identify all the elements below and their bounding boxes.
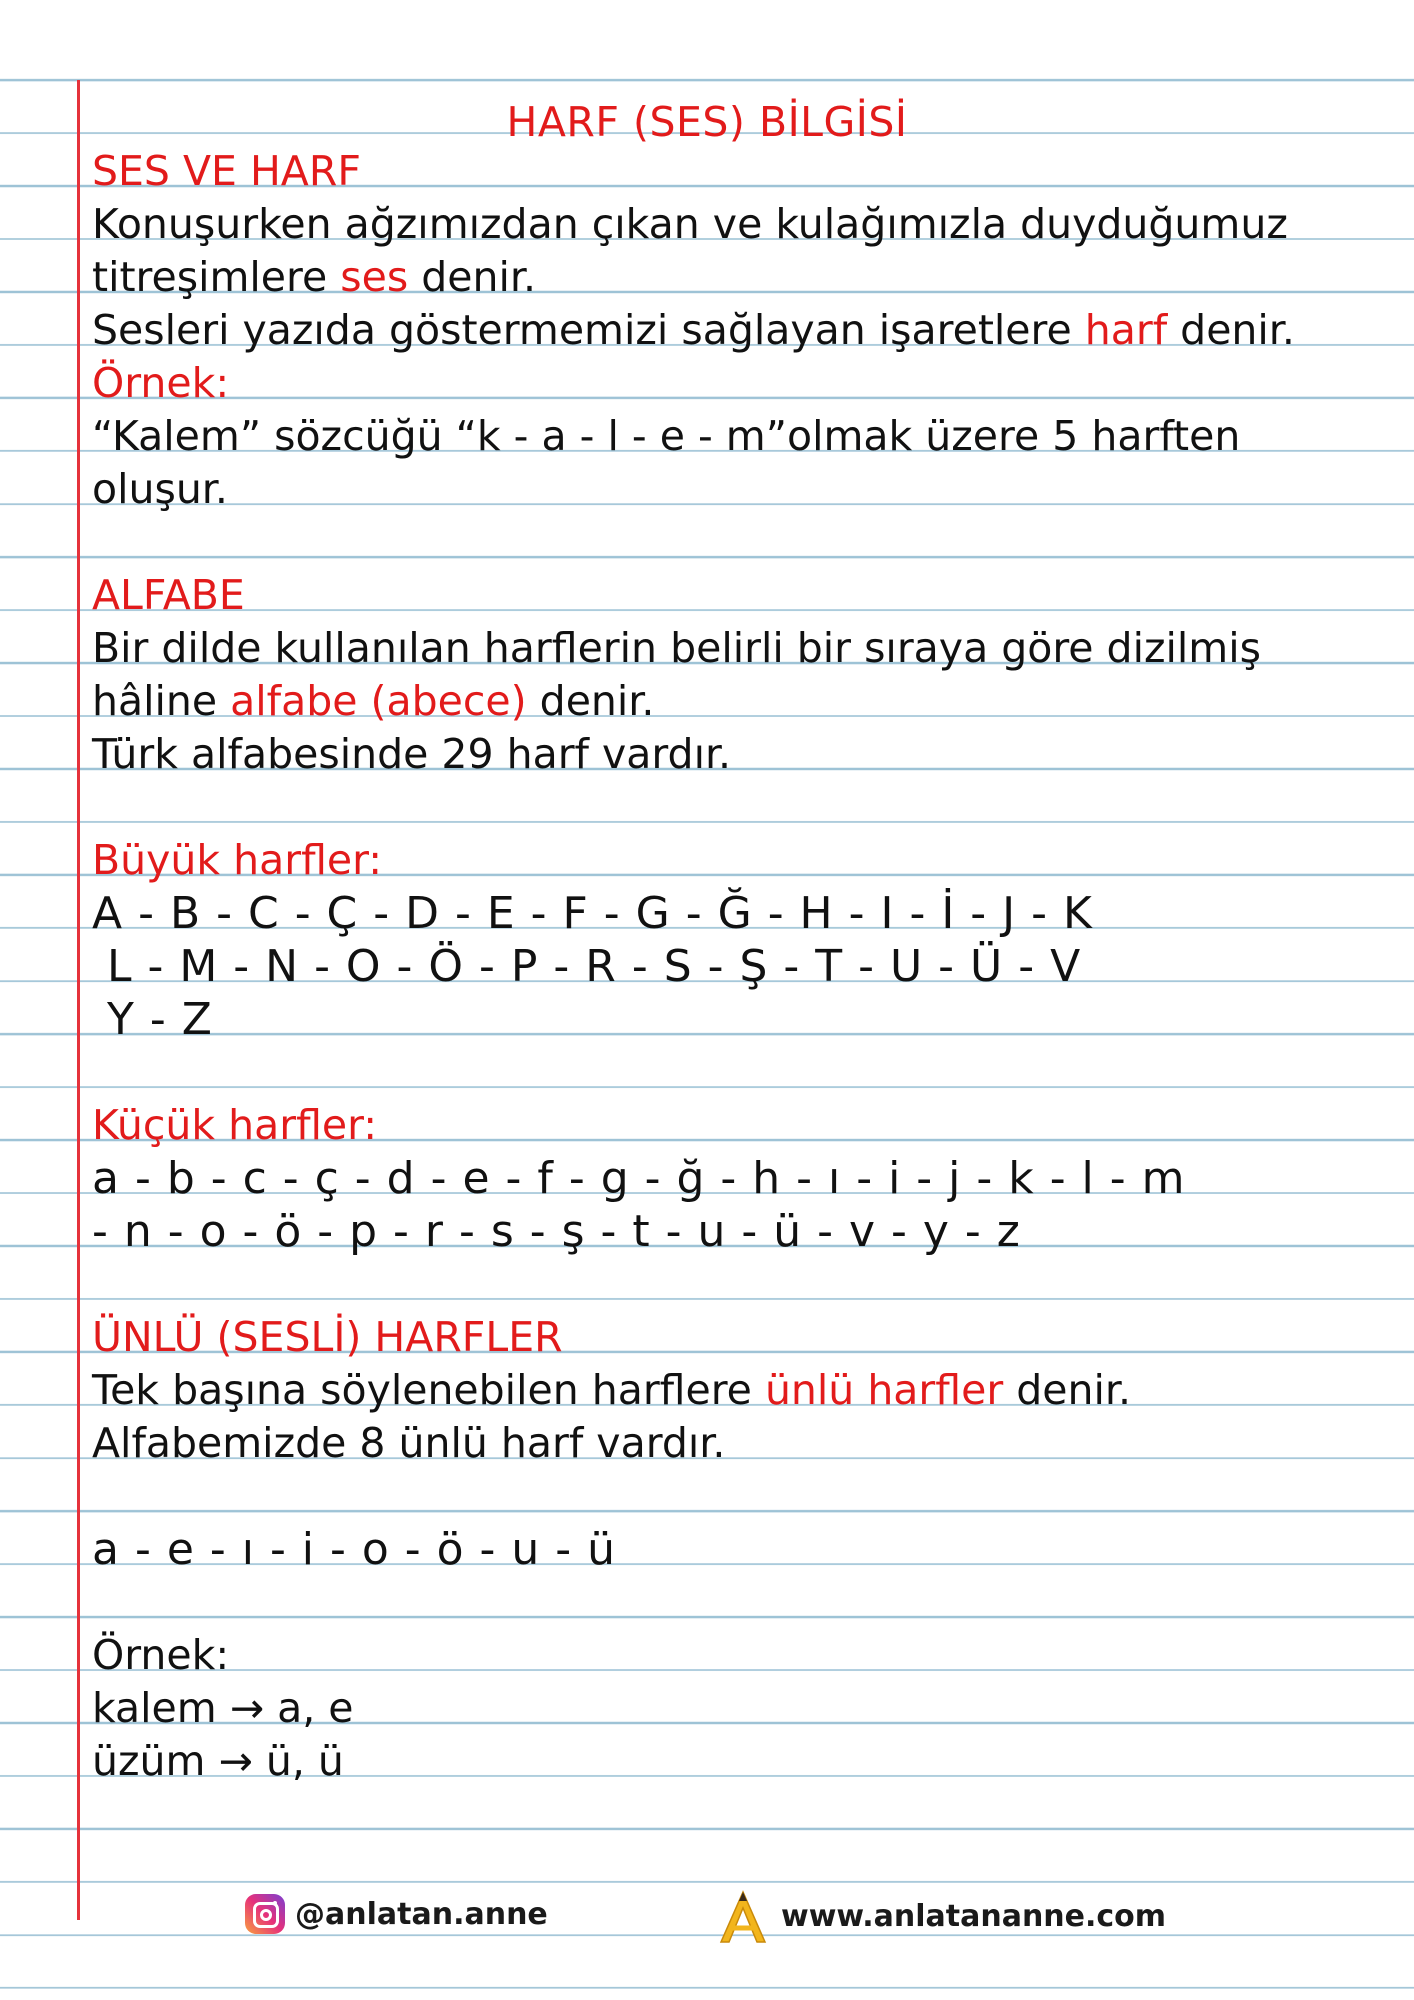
text: Sesleri yazıda göstermemizi sağlayan işaretlere — [92, 306, 1085, 354]
text: hâline — [92, 677, 231, 725]
example-line: kalem → a, e — [92, 1684, 354, 1732]
text: denir. — [1003, 1366, 1131, 1414]
lowercase-letters-row: a - b - c - ç - d - e - f - g - ğ - h - ı - i - j - k - l - m — [92, 1153, 1186, 1204]
website-link[interactable] — [715, 1888, 1166, 1944]
text: denir. — [408, 253, 536, 301]
example-line: “Kalem” sözcüğü “k - a - l - e - m”olmak üzere 5 harften — [92, 412, 1241, 460]
highlight-term: harf — [1084, 306, 1168, 354]
paragraph-line — [92, 1364, 1382, 1417]
highlight-term: ünlü harfler — [764, 1366, 1004, 1414]
website-url: www.anlatananne.com — [781, 1898, 1167, 1934]
section-heading-buyuk-harfler: Büyük harfler: — [92, 836, 383, 884]
section-heading-kucuk-harfler: Küçük harfler: — [92, 1101, 378, 1149]
uppercase-letters-row: Y - Z — [92, 994, 213, 1045]
footer — [0, 1888, 1414, 1948]
text: Tek başına söylenebilen harflere — [92, 1366, 765, 1414]
pencil-a-logo-icon — [715, 1888, 771, 1944]
section-heading-ses-ve-harf: SES VE HARF — [92, 147, 361, 195]
paragraph-line: Türk alfabesinde 29 harf vardır. — [92, 730, 732, 778]
instagram-link[interactable] — [245, 1894, 548, 1934]
instagram-handle: @anlatan.anne — [295, 1896, 548, 1932]
instagram-icon — [245, 1894, 285, 1934]
example-label: Örnek: — [92, 1631, 230, 1679]
paragraph-line: Konuşurken ağzımızdan çıkan ve kulağımızla duyduğumuz — [92, 200, 1288, 248]
highlight-term: ses — [340, 253, 409, 301]
lowercase-letters-row: - n - o - ö - p - r - s - ş - t - u - ü - v - y - z — [92, 1206, 1021, 1257]
section-heading-alfabe: ALFABE — [92, 571, 245, 619]
vowels-row: a - e - ı - i - o - ö - u - ü — [92, 1524, 617, 1575]
notebook-margin-line — [77, 80, 80, 1920]
section-heading-unlu-harfler: ÜNLÜ (SESLİ) HARFLER — [92, 1313, 563, 1361]
example-line: oluşur. — [92, 465, 228, 513]
example-label: Örnek: — [92, 359, 230, 407]
text: denir. — [526, 677, 655, 725]
uppercase-letters-row: A - B - C - Ç - D - E - F - G - Ğ - H - I - İ - J - K — [92, 888, 1093, 939]
uppercase-letters-row: L - M - N - O - Ö - P - R - S - Ş - T - U - Ü - V — [92, 941, 1082, 992]
paragraph-line — [92, 675, 1382, 728]
paragraph-line: Bir dilde kullanılan harflerin belirli bir sıraya göre dizilmiş — [92, 624, 1261, 672]
paragraph-line — [92, 251, 1382, 304]
text: denir. — [1167, 306, 1295, 354]
highlight-term: alfabe (abece) — [230, 677, 527, 725]
paragraph-line — [92, 304, 1382, 357]
content-area — [92, 145, 1382, 1788]
paragraph-line: Alfabemizde 8 ünlü harf vardır. — [92, 1419, 726, 1467]
example-line: üzüm → ü, ü — [92, 1737, 344, 1785]
page-title: HARF (SES) BİLGİSİ — [506, 98, 908, 146]
text: titreşimlere — [92, 253, 341, 301]
